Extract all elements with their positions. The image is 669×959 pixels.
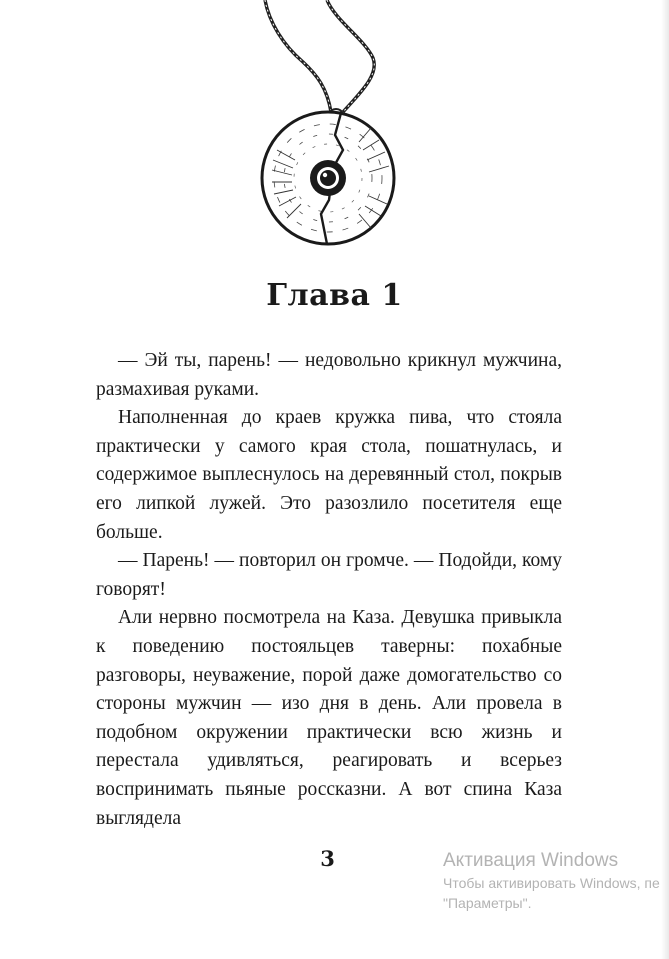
- watermark-line: Чтобы активировать Windows, пе: [443, 875, 660, 891]
- windows-activation-watermark: [443, 849, 669, 913]
- paragraph: Али нервно посмотрела на Каза. Девушка привыкла к поведению постояльцев таверны: похабные разговоры, неуважение, порой даже домогательство со стороны мужчин — изо дня в день. Али провела в подобном окружении практически всю жизнь и перестала удивляться, реагировать и всерьез воспринимать пьяные россказни. А вот спина Каза выглядела: [96, 607, 562, 829]
- watermark-title: Активация Windows: [443, 850, 619, 871]
- paragraph: — Эй ты, парень! — недовольно крикнул мужчина, размахивая руками.: [96, 350, 562, 400]
- chapter-text: [96, 347, 562, 833]
- page-number: 3: [320, 846, 335, 871]
- chapter-title: Глава 1: [266, 278, 403, 313]
- watermark-line: "Параметры".: [443, 895, 532, 911]
- paragraph: Наполненная до краев кружка пива, что стояла практически у самого края стола, пошатнулась, и содержимое выплеснулось на деревянный стол, покрыв его липкой лужей. Это разозлило посетителя еще больше.: [96, 407, 562, 543]
- paragraph: — Парень! — повторил он громче. — Подойди, кому говорят!: [96, 550, 562, 600]
- page-edge-shadow: [661, 0, 669, 959]
- cracked-disc-pendant-icon: [255, 0, 405, 250]
